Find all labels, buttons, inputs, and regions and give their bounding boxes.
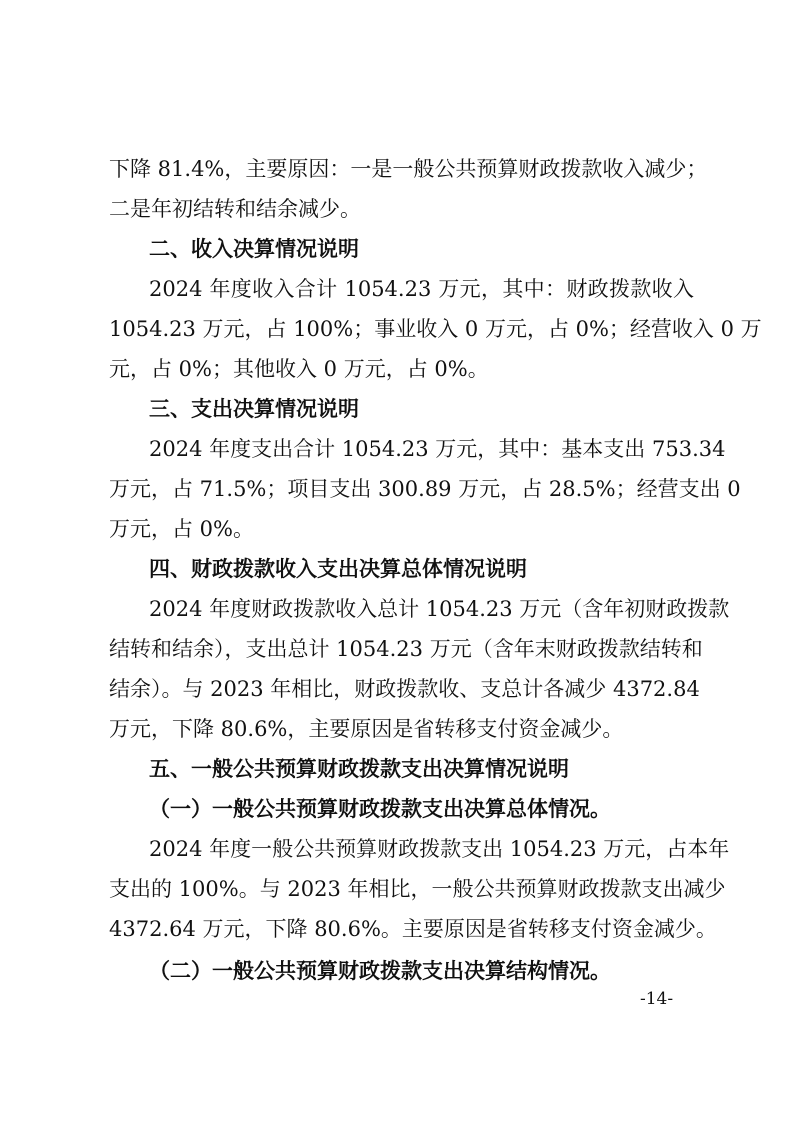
paragraph-line: 2024 年度一般公共预算财政拨款支出 1054.23 万元，占本年 [149,837,730,861]
paragraph-line: 支出的 100%。与 2023 年相比，一般公共预算财政拨款支出减少 [109,877,726,901]
paragraph-line: 1054.23 万元，占 100%；事业收入 0 万元，占 0%；经营收入 0 万 [109,317,762,341]
paragraph-line: 结余）。与 2023 年相比，财政拨款收、支总计各减少 4372.84 [109,677,700,701]
section-heading: 四、财政拨款收入支出决算总体情况说明 [149,557,527,581]
subsection-heading: （一）一般公共预算财政拨款支出决算总体情况。 [149,797,611,821]
section-heading: 三、支出决算情况说明 [149,397,359,421]
section-heading: 五、一般公共预算财政拨款支出决算情况说明 [149,757,569,781]
paragraph-line: 下降 81.4%，主要原因：一是一般公共预算财政拨款收入减少； [109,157,708,181]
subsection-heading: （二）一般公共预算财政拨款支出决算结构情况。 [149,959,611,983]
paragraph-line: 2024 年度收入合计 1054.23 万元，其中：财政拨款收入 [149,277,694,301]
paragraph-line: 二是年初结转和结余减少。 [109,197,361,221]
paragraph-line: 万元，下降 80.6%，主要原因是省转移支付资金减少。 [109,717,624,741]
page-number: -14- [640,989,674,1009]
paragraph-line: 万元，占 0%。 [109,517,254,541]
paragraph-line: 结转和结余），支出总计 1054.23 万元（含年末财政拨款结转和 [109,637,703,661]
paragraph-line: 2024 年度财政拨款收入总计 1054.23 万元（含年初财政拨款 [149,597,730,621]
section-heading: 二、收入决算情况说明 [149,237,359,261]
paragraph-line: 4372.64 万元，下降 80.6%。主要原因是省转移支付资金减少。 [109,917,717,941]
paragraph-line: 元，占 0%；其他收入 0 万元，占 0%。 [109,357,489,381]
paragraph-line: 万元，占 71.5%；项目支出 300.89 万元，占 28.5%；经营支出 0 [109,477,741,501]
paragraph-line: 2024 年度支出合计 1054.23 万元，其中：基本支出 753.34 [149,437,726,461]
